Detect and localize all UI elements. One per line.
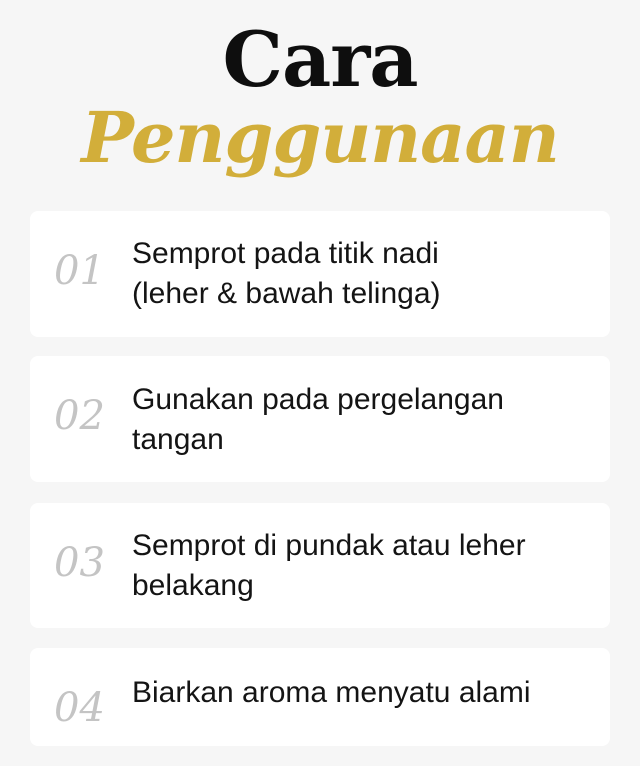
step-text: Semprot pada titik nadi (leher & bawah telinga)	[132, 237, 441, 310]
step-card-4	[30, 648, 610, 746]
step-number: 04	[54, 685, 105, 731]
step-text: Semprot di pundak atau leher belakang	[132, 529, 526, 602]
title-penggunaan: Penggunaan	[81, 96, 559, 179]
step-number: 03	[54, 540, 105, 586]
step-card-1	[30, 211, 610, 337]
step-text: Gunakan pada pergelangan tangan	[132, 383, 504, 456]
step-number: 01	[54, 248, 105, 294]
step-card-3	[30, 503, 610, 628]
step-text: Biarkan aroma menyatu alami	[132, 676, 531, 709]
title-cara: Cara	[222, 15, 418, 104]
step-card-2	[30, 356, 610, 482]
step-number: 02	[54, 393, 105, 439]
